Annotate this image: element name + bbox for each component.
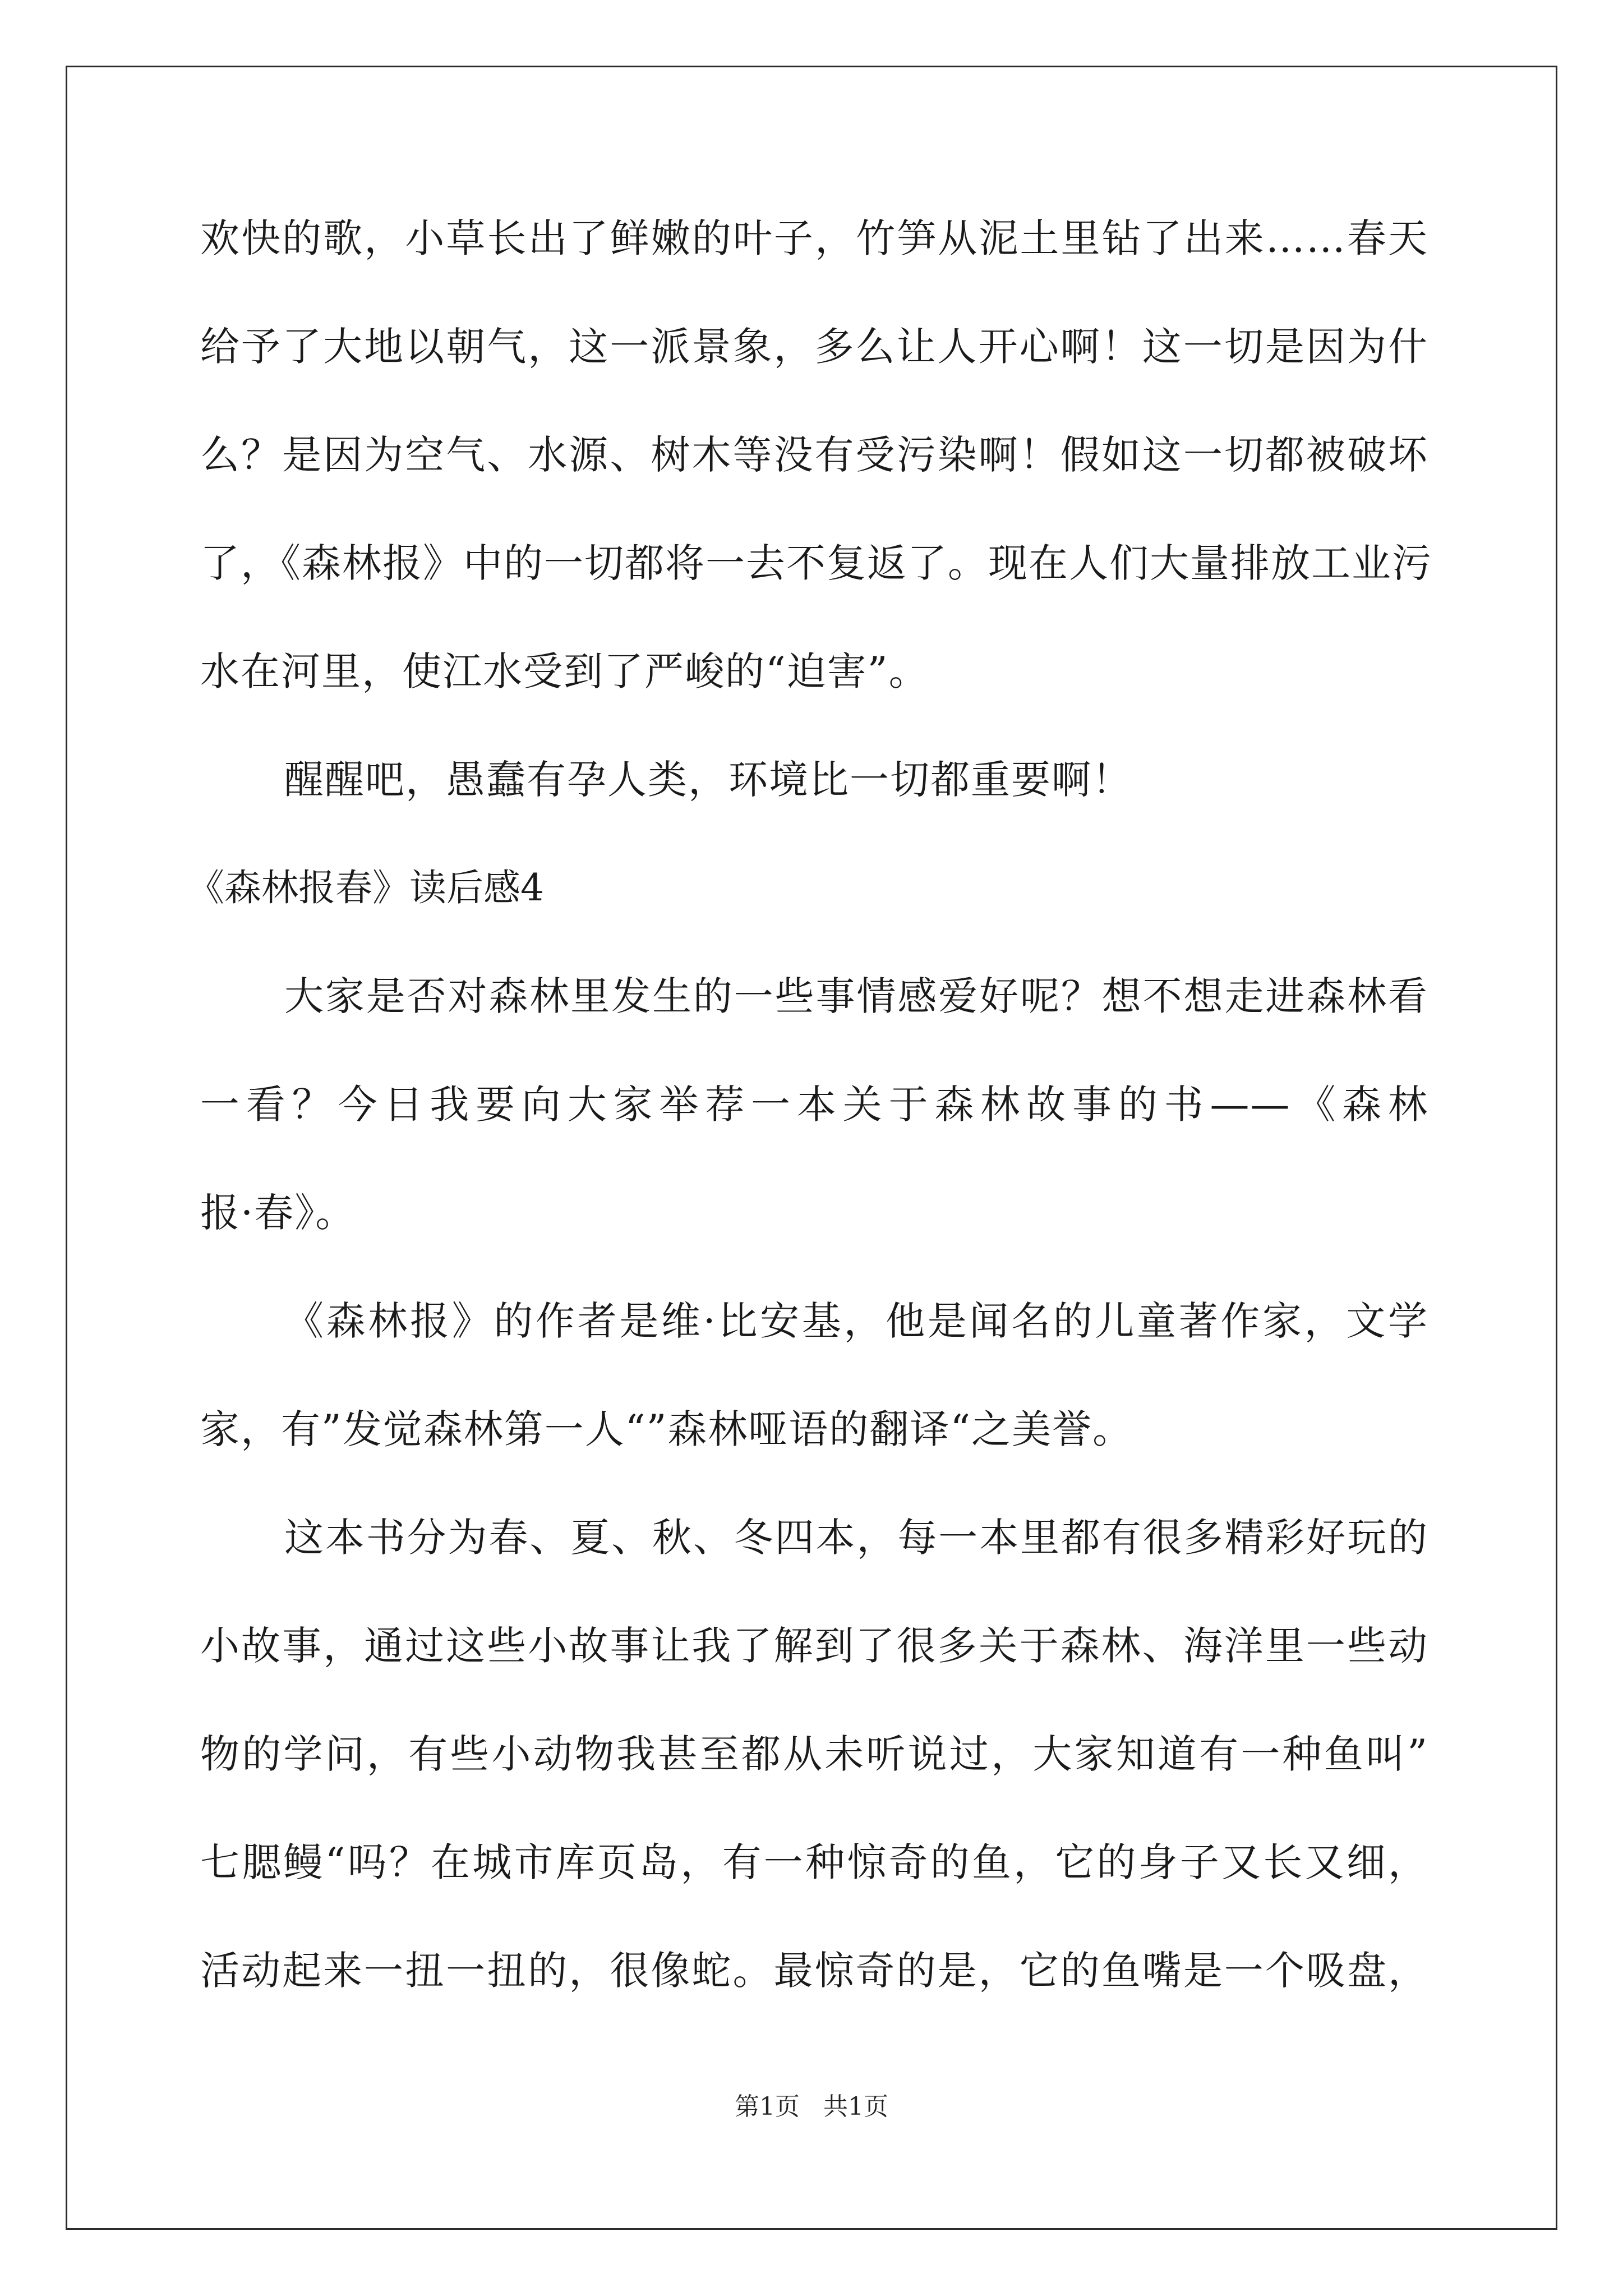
text-line: 物的学问，有些小动物我甚至都从未听说过，大家知道有一种鱼叫” xyxy=(200,1731,1428,1777)
text-line: 大家是否对森林里发生的一些事情感爱好呢？想不想走进森林看 xyxy=(284,973,1428,1019)
text-line: 给予了大地以朝气，这一派景象，多么让人开心啊！这一切是因为什 xyxy=(200,324,1428,370)
page-number: 第1页 xyxy=(735,2092,800,2121)
paragraph xyxy=(200,1510,1428,1999)
text-line: 了，《森林报》中的一切都将一去不复返了。现在人们大量排放工业污 xyxy=(200,540,1432,586)
section-heading: 《森林报春》读后感4 xyxy=(187,866,544,909)
paragraph xyxy=(200,752,1428,808)
text-line: 小故事，通过这些小故事让我了解到了很多关于森林、海洋里一些动 xyxy=(200,1623,1428,1669)
text-line: 这本书分为春、夏、秋、冬四本，每一本里都有很多精彩好玩的 xyxy=(284,1515,1428,1561)
page-total: 共1页 xyxy=(823,2092,888,2121)
text-line: 七腮鳗“吗？在城市库页岛，有一种惊奇的鱼，它的身子又长又细， xyxy=(200,1839,1428,1885)
paragraph xyxy=(200,968,1428,1241)
text-line: 家，有”发觉森林第一人“”森林哑语的翻译“之美誉。 xyxy=(200,1406,1133,1452)
text-line: 醒醒吧，愚蠢有孕人类，环境比一切都重要啊！ xyxy=(284,757,1132,803)
document-body xyxy=(187,210,1432,1999)
text-line: 水在河里，使江水受到了严峻的“迫害”。 xyxy=(200,648,929,694)
text-line: 么？是因为空气、水源、树木等没有受污染啊！假如这一切都被破坏 xyxy=(200,432,1428,478)
page-footer xyxy=(0,2090,1623,2124)
text-line: 一看？今日我要向大家举荐一本关于森林故事的书——《森林 xyxy=(200,1082,1428,1128)
text-line: 《森林报》的作者是维·比安基，他是闻名的儿童著作家，文学 xyxy=(284,1298,1428,1344)
paragraph xyxy=(200,1293,1428,1457)
text-line: 报·春》。 xyxy=(200,1190,356,1236)
text-line: 欢快的歌，小草长出了鲜嫩的叶子，竹笋从泥土里钻了出来……春天 xyxy=(200,215,1428,261)
text-line: 活动起来一扭一扭的，很像蛇。最惊奇的是，它的鱼嘴是一个吸盘， xyxy=(200,1948,1428,1994)
paragraph xyxy=(200,210,1432,700)
